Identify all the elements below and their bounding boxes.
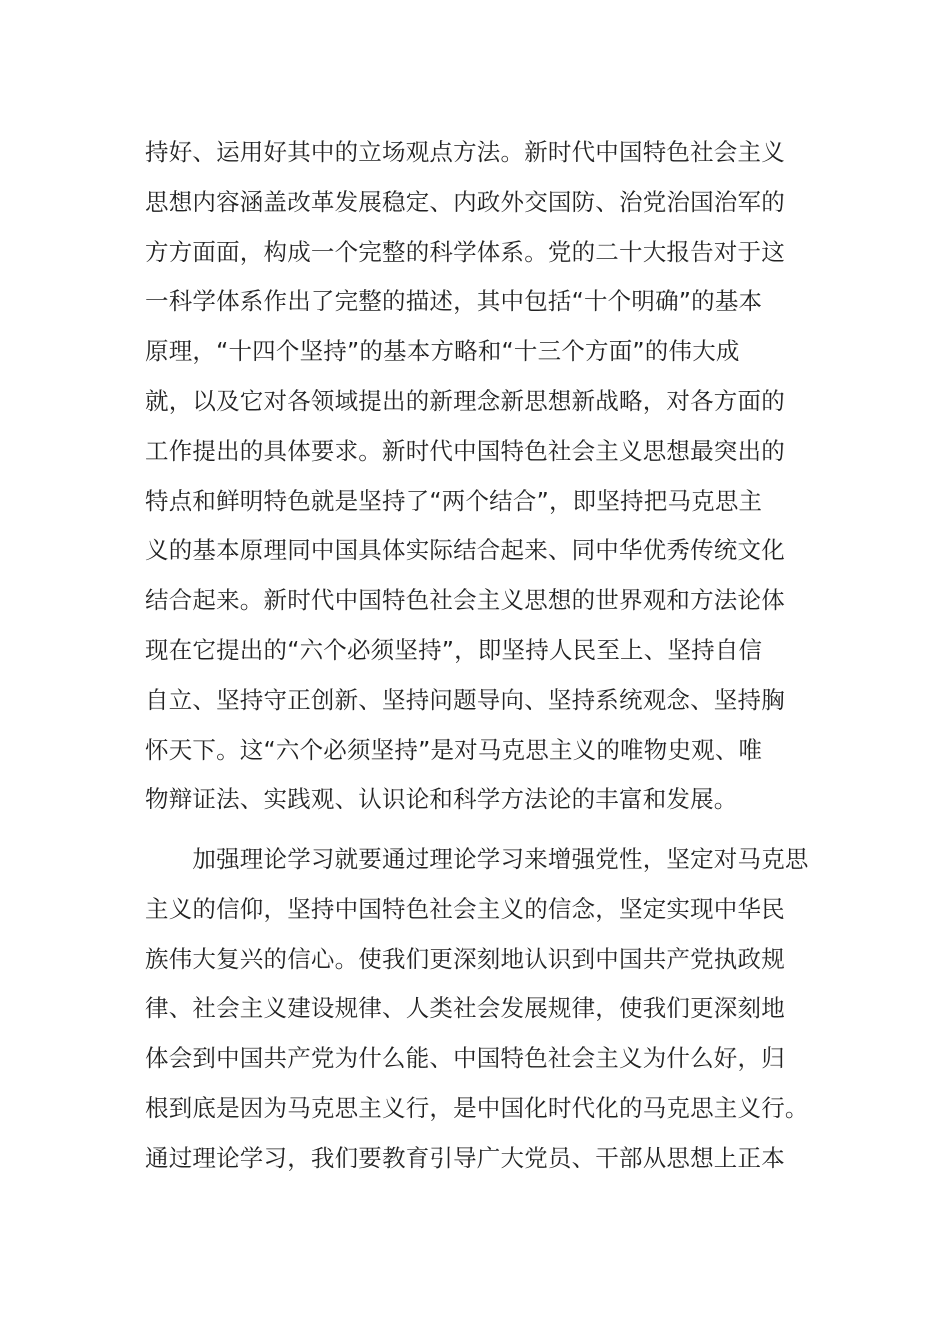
text-line: 义的基本原理同中国具体实际结合起来、同中华优秀传统文化	[145, 536, 785, 565]
text-line: 主义的信仰，坚持中国特色社会主义的信念，坚定实现中华民	[145, 894, 785, 923]
text-line: 律、社会主义建设规律、人类社会发展规律，使我们更深刻地	[145, 994, 785, 1023]
text-line: 思想内容涵盖改革发展稳定、内政外交国防、治党治国治军的	[145, 187, 785, 216]
text-line: 结合起来。新时代中国特色社会主义思想的世界观和方法论体	[145, 586, 785, 615]
text-line: 持好、运用好其中的立场观点方法。新时代中国特色社会主义	[145, 138, 785, 166]
text-line: 体会到中国共产党为什么能、中国特色社会主义为什么好，归	[145, 1044, 785, 1073]
text-line: 一科学体系作出了完整的描述，其中包括“十个明确”的基本	[145, 287, 763, 316]
text-line: 根到底是因为马克思主义行，是中国化时代化的马克思主义行。	[145, 1093, 809, 1122]
body-paragraph-1	[145, 128, 815, 825]
text-line: 工作提出的具体要求。新时代中国特色社会主义思想最突出的	[145, 436, 785, 465]
text-line: 方方面面，构成一个完整的科学体系。党的二十大报告对于这	[145, 237, 785, 266]
text-line: 就，以及它对各领域提出的新理念新思想新战略，对各方面的	[145, 386, 785, 415]
text-line: 特点和鲜明特色就是坚持了“两个结合”，即坚持把马克思主	[145, 486, 763, 515]
body-paragraph-2	[145, 835, 815, 1184]
text-line: 怀天下。这“六个必须坚持”是对马克思主义的唯物史观、唯	[145, 735, 763, 764]
text-line: 自立、坚持守正创新、坚持问题导向、坚持系统观念、坚持胸	[145, 685, 785, 714]
text-line: 物辩证法、实践观、认识论和科学方法论的丰富和发展。	[145, 785, 738, 814]
text-line: 通过理论学习，我们要教育引导广大党员、干部从思想上正本	[145, 1143, 785, 1172]
text-line: 族伟大复兴的信心。使我们更深刻地认识到中国共产党执政规	[145, 944, 785, 973]
text-line: 原理，“十四个坚持”的基本方略和“十三个方面”的伟大成	[145, 337, 740, 366]
text-line: 现在它提出的“六个必须坚持”，即坚持人民至上、坚持自信	[145, 635, 763, 664]
text-line: 加强理论学习就要通过理论学习来增强党性，坚定对马克思	[145, 845, 809, 873]
